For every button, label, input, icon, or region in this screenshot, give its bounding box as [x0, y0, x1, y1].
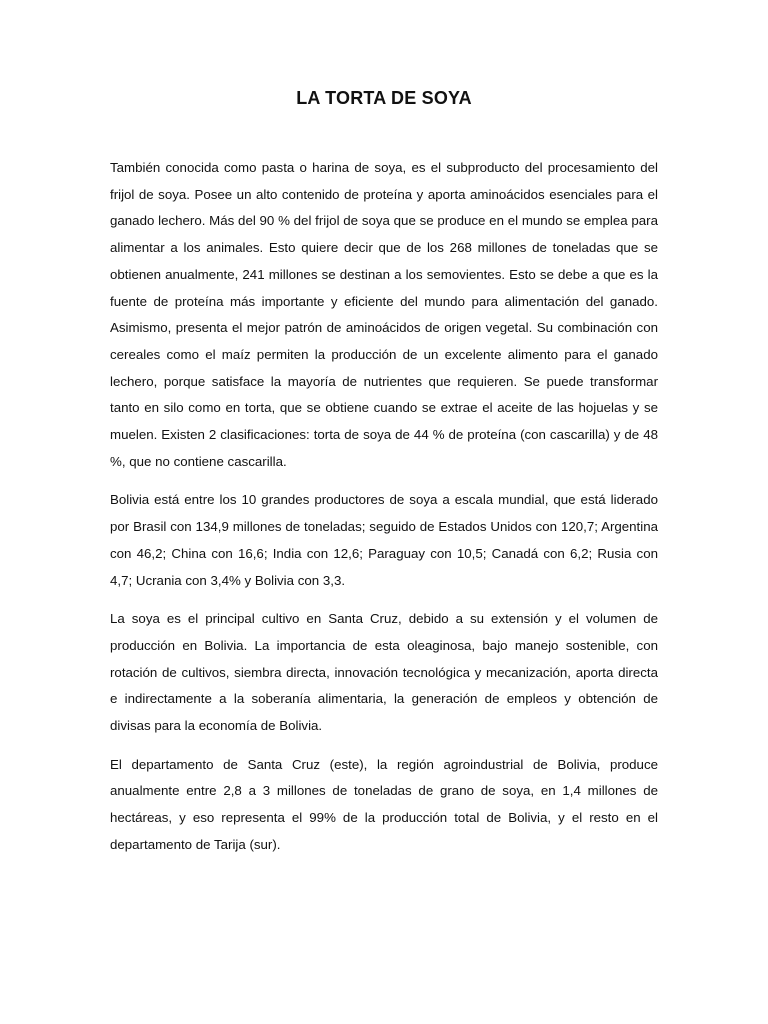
paragraph-production: El departamento de Santa Cruz (este), la región agroindustrial de Bolivia, produce anualmente entre 2,8 a 3 millones de toneladas de grano de soya, en 1,4 millones de hectáreas, y eso representa el 99% de la producción total de Bolivia, y el resto en el departamento de Tarija (sur). [110, 756, 658, 852]
paragraph-producers: Bolivia está entre los 10 grandes productores de soya a escala mundial, que está liderado por Brasil con 134,9 millones de toneladas; seguido de Estados Unidos con 120,7; Argentina con 46,2; China con 16,6; India con 12,6; Paraguay con 10,5; Canadá con 6,2; Rusia con 4,7; Ucrania con 3,4% y Bolivia con 3,3. [110, 492, 658, 588]
document-title: LA TORTA DE SOYA [296, 88, 472, 108]
paragraph-intro: También conocida como pasta o harina de soya, es el subproducto del procesamiento del frijol de soya. Posee un alto contenido de proteína y aporta aminoácidos esenciales para el ganado lechero. Más del 90 % del frijol de soya que se produce en el mundo se emplea para alimentar a los animales. Esto quiere decir que de los 268 millones de toneladas que se obtienen anualmente, 241 millones se destinan a los semovientes. Esto se debe a que es la fuente de proteína más importante y eficiente del mundo para alimentación del ganado. Asimismo, presenta el mejor patrón de aminoácidos de origen vegetal. Su combinación con cereales como el maíz permiten la producción de un excelente alimento para el ganado lechero, porque satisface la mayoría de nutrientes que requieren. Se puede transformar tanto en silo como en torta, que se obtiene cuando se extrae el aceite de las hojuelas y se muelen. Existen 2 clasificaciones: torta de soya de 44 % de proteína (con cascarilla) y de 48 %, que no contiene cascarilla. [110, 160, 658, 469]
paragraph-santa-cruz: La soya es el principal cultivo en Santa Cruz, debido a su extensión y el volumen de producción en Bolivia. La importancia de esta oleaginosa, bajo manejo sostenible, con rotación de cultivos, siembra directa, innovación tecnológica y mecanización, aporta directa e indirectamente a la soberanía alimentaria, la generación de empleos y obtención de divisas para la economía de Bolivia. [110, 611, 658, 734]
